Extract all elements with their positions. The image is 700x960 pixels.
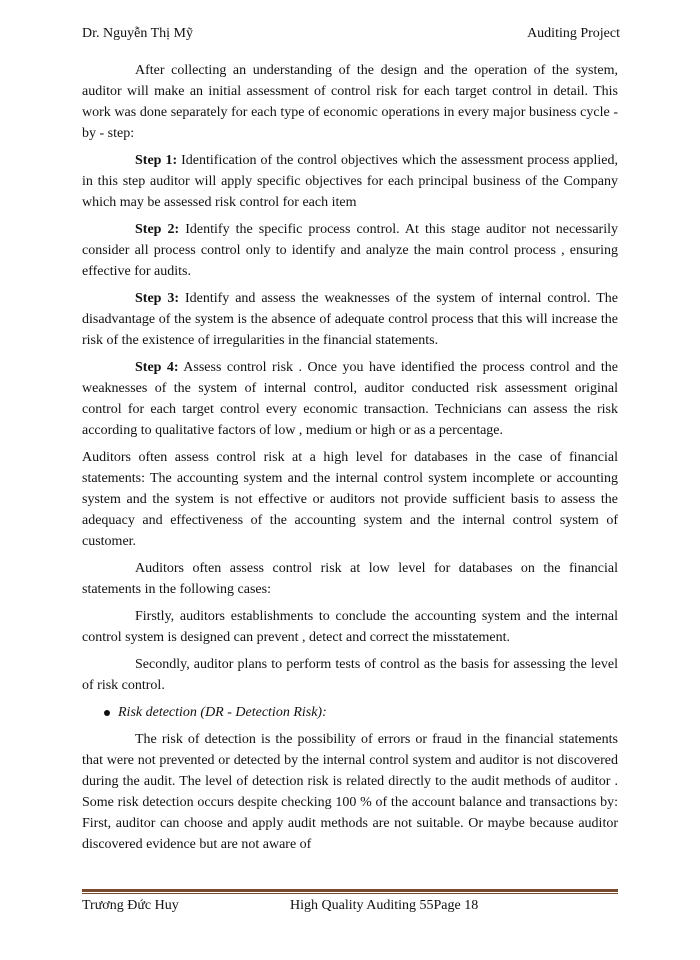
intro-paragraph: After collecting an understanding of the design and the operation of the system, auditor will make an initial assessment of control risk for each target control in detail. This work was done separately for each type of economic operations in every major business cycle - by - step: [82,63,618,141]
step-2-label: Step 2: [135,222,180,237]
footer-page-info: High Quality Auditing 55Page 18 [290,898,479,913]
header-author: Dr. Nguyễn Thị Mỹ [82,26,193,41]
secondly-paragraph: Secondly, auditor plans to perform tests of control as the basis for assessing the level of risk control. [82,657,618,693]
footer-rule-thick [82,889,618,892]
footer-rule-thin [82,893,618,894]
step-2-text: Identify the specific process control. At this stage auditor not necessarily consider all process control only to identify and analyze the main control process , ensuring effective for audits. [82,222,618,279]
high-risk-paragraph: Auditors often assess control risk at a high level for databases in the case of financial statements: The accounting system and the internal control system incomplete or accounting system and the system is not effective or auditors not provide sufficient basis to assess the adequacy and effectiveness of the accounting system and the internal control system of customer. [82,450,618,549]
low-risk-paragraph: Auditors often assess control risk at low level for databases on the financial statements in the following cases: [82,561,618,597]
footer-student: Trương Đức Huy [82,898,179,913]
page-footer [82,898,618,918]
header-project: Auditing Project [527,26,620,41]
step-4-paragraph [82,357,618,441]
page-header [82,26,620,46]
detection-risk-bullet [82,702,618,723]
firstly-paragraph: Firstly, auditors establishments to conclude the accounting system and the internal control system is designed can prevent , detect and correct the misstatement. [82,609,618,645]
bullet-text: Risk detection (DR - Detection Risk): [118,705,327,720]
step-3-paragraph [82,288,618,351]
step-4-text: Assess control risk . Once you have identified the process control and the weaknesses of the system of internal control, auditor conducted risk assessment original control for each target control every economic transaction. Technicians can assess the risk according to qualitative factors of low , medium or high or as a percentage. [82,360,618,438]
bullet-dot-icon [104,702,118,723]
step-2-paragraph [82,219,618,282]
step-3-text: Identify and assess the weaknesses of the system of internal control. The disadvantage of the system is the absence of adequate control process that this will increase the risk of the existence of irregularities in the financial statements. [82,291,618,348]
step-4-label: Step 4: [135,360,179,375]
step-1-text: Identification of the control objectives which the assessment process applied, in this step auditor will apply specific objectives for each principal business of the Company which may be assessed risk control for each item [82,153,618,210]
page-body [82,60,618,861]
step-3-label: Step 3: [135,291,180,306]
step-1-label: Step 1: [135,153,178,168]
detection-risk-paragraph: The risk of detection is the possibility of errors or fraud in the financial statements that were not prevented or detected by the internal control system and auditor is not discovered during the audit. The level of detection risk is related directly to the audit methods of auditor . Some risk detection occurs despite checking 100 % of the account balance and transactions by: First, auditor can choose and apply audit methods are not suitable. Or maybe because auditor discovered evidence but are not aware of [82,732,618,852]
step-1-paragraph [82,150,618,213]
